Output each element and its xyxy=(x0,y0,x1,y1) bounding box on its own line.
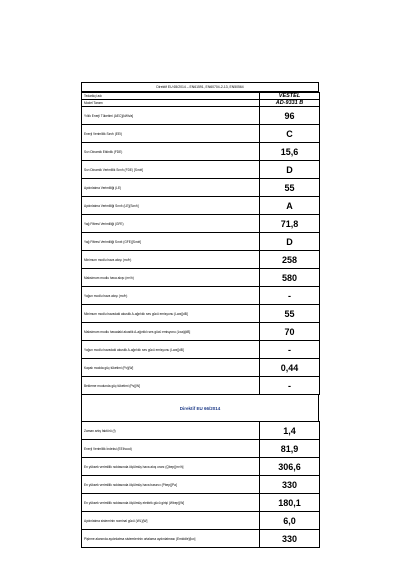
row-label: Enerji Verimlilik İndeksi (EEIhood) xyxy=(82,440,260,458)
row-value: D xyxy=(260,233,320,251)
model-label: Model Tanımı xyxy=(82,100,260,107)
table-row xyxy=(82,179,320,197)
row-label: Sıvı Dinamik Verimlilik Sınıfı (FDE) [Sınıfı] xyxy=(82,161,260,179)
table-row xyxy=(82,161,320,179)
spacer xyxy=(81,395,319,403)
row-value: 180,1 xyxy=(260,494,320,512)
row-label: Minimum modlu hava akışı (m³/h) xyxy=(82,251,260,269)
row-label: Yoğun modlu havadaki akustik A-ağırlıklı ses gücü emisyonu (Lwa)[dB] xyxy=(82,341,260,359)
table-secondary xyxy=(81,421,320,548)
table-row xyxy=(82,215,320,233)
spacer xyxy=(81,413,319,421)
row-value: 96 xyxy=(260,107,320,125)
section-title: Direktif EU 66/2014 xyxy=(81,403,319,413)
table-row xyxy=(82,494,320,512)
table-row xyxy=(82,323,320,341)
energy-data-sheet xyxy=(81,82,319,548)
table-row xyxy=(82,341,320,359)
row-label: Enerji Verimlilik Sınıfı (EEI) xyxy=(82,125,260,143)
row-label: Minimum modlu havadaki akustik A-ağırlıklı ses gücü emisyonu (Lwa)[dB] xyxy=(82,305,260,323)
row-label: Pişirme alanında aydınlatma sistemlerinin ortalama aydınlatması (Emiddle)[lux] xyxy=(82,530,260,548)
table-row xyxy=(82,530,320,548)
row-label: Sıvı Dinamik Etkinlik (FDE) xyxy=(82,143,260,161)
row-label: En yüksek verimlilik noktasında ölçülmüş elektrik gücü girişi (Wbep)[W] xyxy=(82,494,260,512)
row-label: En yüksek verimlilik noktasında ölçülmüş hava basıncı (Pbep)[Pa] xyxy=(82,476,260,494)
table-row xyxy=(82,251,320,269)
row-value: 55 xyxy=(260,305,320,323)
table-main xyxy=(81,92,320,395)
supplier-label: Tedarikçi adı xyxy=(82,93,260,100)
row-value: 580 xyxy=(260,269,320,287)
row-label: Yağ Filtresi Verimliliği (GFE) xyxy=(82,215,260,233)
row-value: 258 xyxy=(260,251,320,269)
table-row xyxy=(82,197,320,215)
row-label: Aydınlatma sisteminin nominal gücü (WL)[W] xyxy=(82,512,260,530)
row-value: - xyxy=(260,377,320,395)
row-value: 70 xyxy=(260,323,320,341)
row-value: 15,6 xyxy=(260,143,320,161)
table-row xyxy=(82,125,320,143)
table-row xyxy=(82,233,320,251)
row-value: - xyxy=(260,341,320,359)
table-row xyxy=(82,287,320,305)
table-row xyxy=(82,143,320,161)
table-row xyxy=(82,100,320,107)
row-value: 0,44 xyxy=(260,359,320,377)
row-value: - xyxy=(260,287,320,305)
row-label: Yağ Filtresi Verimliliği Sınıfı (GFE)[Sınıfı] xyxy=(82,233,260,251)
model-value: AD-9331 B xyxy=(260,100,320,107)
table-row xyxy=(82,269,320,287)
table-row xyxy=(82,512,320,530)
table-row xyxy=(82,377,320,395)
table-row xyxy=(82,93,320,100)
row-label: Maksimum modlu hava akışı (m³/h) xyxy=(82,269,260,287)
supplier-value: VESTEL xyxy=(260,93,320,100)
row-value: 306,6 xyxy=(260,458,320,476)
row-value: 6,0 xyxy=(260,512,320,530)
row-value: C xyxy=(260,125,320,143)
table-row xyxy=(82,305,320,323)
table-row xyxy=(82,476,320,494)
row-label: Maksimum modlu havadaki akustik A-ağırlıklı ses gücü emisyonu (Lwa)[dB] xyxy=(82,323,260,341)
table-row xyxy=(82,458,320,476)
row-value: 330 xyxy=(260,530,320,548)
row-value: D xyxy=(260,161,320,179)
row-label: Zaman artış faktörü (f) xyxy=(82,422,260,440)
row-label: Kapalı modda güç tüketimi (Po)[W] xyxy=(82,359,260,377)
table-row xyxy=(82,440,320,458)
row-value: A xyxy=(260,197,320,215)
row-label: Aydınlatma Verimliliği Sınıfı (LE)[Sınıfı] xyxy=(82,197,260,215)
row-label: Yıllık Enerji Tüketimi (AEC)[kWh/a] xyxy=(82,107,260,125)
table-row xyxy=(82,422,320,440)
row-value: 81,9 xyxy=(260,440,320,458)
row-label: En yüksek verimlilik noktasında ölçülmüş hava akış oranı (Qbep)[m³/h] xyxy=(82,458,260,476)
row-label: Yoğun modlu hava akışı (m³/h) xyxy=(82,287,260,305)
row-value: 1,4 xyxy=(260,422,320,440)
table-row xyxy=(82,107,320,125)
row-value: 330 xyxy=(260,476,320,494)
table-row xyxy=(82,359,320,377)
row-label: Aydınlatma Verimliliği (LE) xyxy=(82,179,260,197)
row-value: 55 xyxy=(260,179,320,197)
directive-header: Direktif EU 65/2014 – EN61591, EN60704-2-13, EN50564 xyxy=(81,82,319,92)
row-value: 71,8 xyxy=(260,215,320,233)
row-label: Bekleme modunda güç tüketimi (Ps)[W] xyxy=(82,377,260,395)
